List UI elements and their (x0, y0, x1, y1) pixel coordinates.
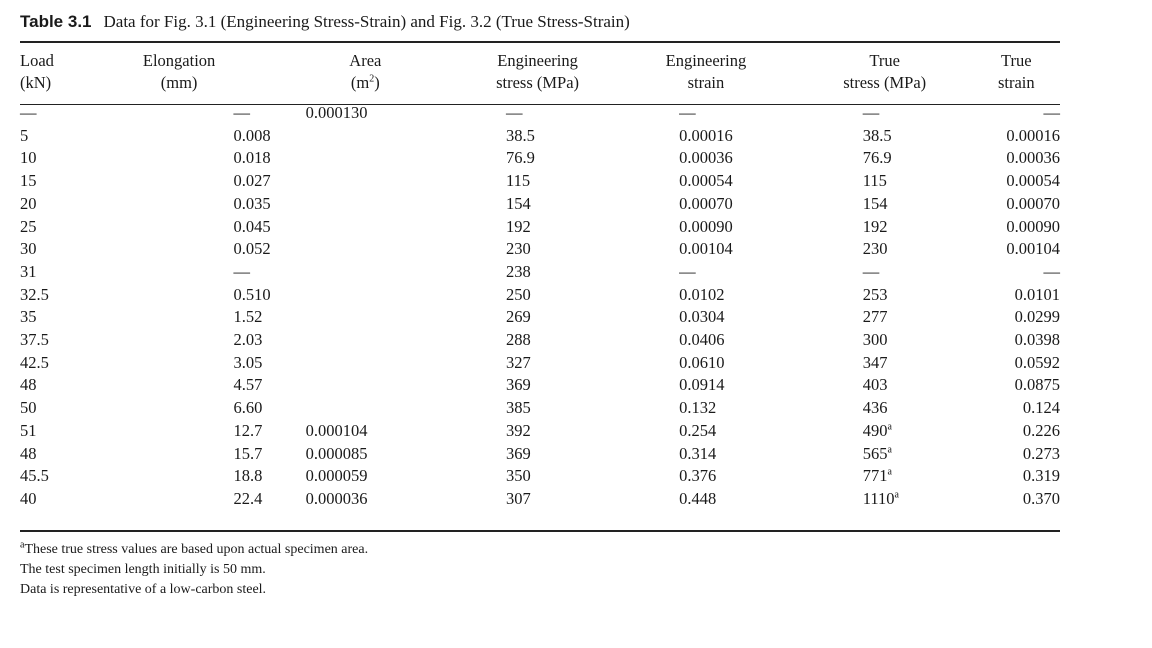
cell-load-value: 42.5 (20, 352, 49, 372)
cell-elongation-value: 3.05 (233, 352, 263, 372)
cell-area (271, 465, 460, 488)
cell-eng-strain-value: — (679, 103, 696, 122)
cell-load-value: 15 (20, 171, 37, 191)
cell-true-stress-value: 115 (862, 171, 887, 191)
cell-true-strain (973, 465, 1060, 488)
header-area-exponent: 2 (369, 73, 375, 85)
header-eng-strain-line2: strain (687, 73, 725, 92)
footnote-1-text: These true stress values are based upon actual specimen area. (24, 542, 369, 557)
cell-eng-strain (615, 397, 797, 420)
cell-elongation (88, 420, 271, 443)
cell-load (20, 102, 88, 125)
table-row (20, 193, 1060, 216)
cell-eng-strain (615, 284, 797, 307)
cell-eng-strain-value: 0.00104 (679, 239, 733, 259)
cell-load-value: 25 (20, 216, 37, 236)
header-eng-stress (460, 50, 615, 102)
cell-eng-stress-value: 192 (506, 216, 531, 236)
cell-elongation-value: 22.4 (233, 488, 263, 508)
cell-true-stress (797, 216, 973, 239)
footnotes (20, 540, 368, 600)
stress-strain-table (20, 50, 1060, 511)
cell-true-strain-value: 0.00090 (1006, 216, 1060, 236)
bottom-rule (20, 530, 1060, 532)
cell-area (271, 329, 460, 352)
table-row (20, 102, 1060, 125)
cell-eng-stress (460, 216, 615, 239)
cell-load (20, 465, 88, 488)
cell-true-strain-value: 0.226 (1022, 420, 1060, 440)
table-row (20, 488, 1060, 511)
cell-elongation (88, 443, 271, 466)
cell-eng-stress (460, 261, 615, 284)
cell-true-stress-value: 38.5 (862, 125, 892, 145)
footnote-marker: a (887, 466, 892, 478)
cell-load (20, 170, 88, 193)
cell-true-stress (797, 170, 973, 193)
cell-eng-strain (615, 238, 797, 261)
table-row (20, 125, 1060, 148)
cell-area (271, 216, 460, 239)
top-rule (20, 41, 1060, 43)
cell-eng-strain (615, 193, 797, 216)
cell-load (20, 147, 88, 170)
cell-eng-stress (460, 352, 615, 375)
cell-eng-stress-value: — (506, 103, 523, 122)
footnote-mark: a (20, 539, 25, 551)
header-area-unit: (m (350, 73, 370, 92)
cell-true-stress-value: 1110 (862, 488, 895, 508)
cell-eng-strain (615, 125, 797, 148)
cell-elongation (88, 488, 271, 511)
header-load-line2: (kN) (20, 73, 52, 92)
table-body (20, 102, 1060, 511)
cell-elongation-value: 0.018 (233, 148, 271, 168)
cell-eng-stress (460, 397, 615, 420)
cell-load (20, 238, 88, 261)
cell-load (20, 488, 88, 511)
footnote-marker: a (887, 421, 892, 433)
cell-eng-strain (615, 216, 797, 239)
cell-load (20, 261, 88, 284)
table-row (20, 397, 1060, 420)
cell-load-value: 20 (20, 193, 37, 213)
cell-eng-stress (460, 465, 615, 488)
cell-load-value: 48 (20, 443, 37, 463)
table-row (20, 170, 1060, 193)
cell-area-value: 0.000104 (305, 420, 368, 440)
cell-elongation (88, 329, 271, 352)
cell-elongation-value: 18.8 (233, 466, 263, 486)
cell-true-strain-value: 0.0299 (1014, 307, 1060, 327)
cell-eng-stress-value: 369 (506, 443, 531, 463)
cell-area (271, 443, 460, 466)
cell-elongation-value: 0.045 (233, 216, 271, 236)
cell-elongation (88, 374, 271, 397)
cell-true-stress (797, 352, 973, 375)
footnote-marker: a (894, 489, 899, 501)
cell-load (20, 374, 88, 397)
cell-eng-stress (460, 374, 615, 397)
cell-true-stress-value: 347 (862, 352, 888, 372)
cell-eng-stress (460, 238, 615, 261)
cell-eng-strain-value: 0.0304 (679, 307, 725, 327)
cell-elongation-value: 0.052 (233, 239, 271, 259)
cell-elongation (88, 147, 271, 170)
cell-elongation (88, 238, 271, 261)
table-row (20, 147, 1060, 170)
cell-true-strain (973, 306, 1060, 329)
cell-load-value: — (20, 103, 37, 122)
cell-load-value: 45.5 (20, 466, 49, 486)
header-elongation (88, 50, 271, 102)
cell-area (271, 193, 460, 216)
cell-load (20, 125, 88, 148)
cell-eng-stress-value: 269 (506, 307, 531, 327)
cell-load-value: 5 (20, 125, 29, 145)
header-eng-strain-line1: Engineering (665, 51, 747, 70)
cell-load-value: 10 (20, 148, 37, 168)
cell-true-strain (973, 216, 1060, 239)
cell-load (20, 443, 88, 466)
footnote-1 (20, 540, 368, 560)
cell-elongation (88, 465, 271, 488)
header-true-stress-line1: True (869, 51, 900, 70)
cell-load-value: 30 (20, 239, 37, 259)
header-load-line1: Load (20, 51, 54, 70)
cell-true-strain-value: 0.00070 (1006, 193, 1060, 213)
cell-true-stress-value: 230 (862, 239, 888, 259)
header-true-strain-line1: True (1001, 51, 1032, 70)
cell-true-strain-value: 0.00016 (1006, 125, 1060, 145)
cell-eng-strain-value: 0.0914 (679, 375, 725, 395)
cell-true-strain-value: 0.370 (1022, 488, 1060, 508)
cell-eng-strain-value: 0.00054 (679, 171, 733, 191)
table-title: Data for Fig. 3.1 (Engineering Stress-Strain) and Fig. 3.2 (True Stress-Strain) (103, 12, 630, 31)
cell-eng-stress (460, 170, 615, 193)
cell-true-strain (973, 147, 1060, 170)
cell-eng-stress (460, 420, 615, 443)
cell-eng-strain (615, 170, 797, 193)
cell-eng-strain (615, 420, 797, 443)
cell-eng-stress-value: 350 (506, 466, 531, 486)
cell-eng-strain-value: 0.448 (679, 488, 717, 508)
cell-true-stress-value: 436 (862, 398, 888, 418)
cell-load-value: 48 (20, 375, 37, 395)
cell-elongation (88, 261, 271, 284)
cell-elongation (88, 193, 271, 216)
table-row (20, 374, 1060, 397)
cell-eng-stress (460, 443, 615, 466)
cell-load (20, 306, 88, 329)
cell-elongation (88, 216, 271, 239)
header-eng-strain (615, 50, 797, 102)
cell-true-stress (797, 465, 973, 488)
cell-true-stress (797, 374, 973, 397)
cell-area (271, 488, 460, 511)
cell-eng-strain-value: 0.00016 (679, 125, 733, 145)
cell-eng-stress-value: 385 (506, 398, 531, 418)
cell-true-stress-value: 771 (862, 466, 888, 486)
cell-eng-strain-value: 0.00070 (679, 193, 733, 213)
table-row (20, 216, 1060, 239)
cell-true-strain-value: 0.00036 (1006, 148, 1060, 168)
cell-true-strain-value: 0.0875 (1014, 375, 1060, 395)
cell-area-value: 0.000059 (305, 466, 368, 486)
cell-load (20, 352, 88, 375)
cell-area-value: 0.000036 (305, 488, 368, 508)
cell-eng-stress-value: 115 (506, 171, 531, 191)
cell-load (20, 193, 88, 216)
cell-elongation-value: — (233, 103, 251, 122)
cell-load-value: 37.5 (20, 330, 49, 350)
cell-true-strain (973, 374, 1060, 397)
cell-area (271, 352, 460, 375)
cell-true-strain (973, 352, 1060, 375)
cell-load-value: 35 (20, 307, 37, 327)
cell-true-strain-value: — (1043, 261, 1060, 281)
table-label: Table 3.1 (20, 12, 92, 31)
cell-eng-strain-value: 0.254 (679, 420, 717, 440)
table-row (20, 443, 1060, 466)
cell-elongation (88, 170, 271, 193)
cell-area (271, 420, 460, 443)
cell-true-strain (973, 238, 1060, 261)
cell-true-stress (797, 397, 973, 420)
cell-true-stress-value: 277 (862, 307, 888, 327)
cell-true-strain (973, 284, 1060, 307)
cell-true-strain-value: — (1043, 103, 1060, 122)
table-row (20, 261, 1060, 284)
cell-elongation (88, 284, 271, 307)
cell-area (271, 374, 460, 397)
cell-eng-stress-value: 238 (506, 261, 531, 281)
cell-true-stress (797, 147, 973, 170)
cell-true-strain (973, 443, 1060, 466)
cell-true-stress-value: 403 (862, 375, 888, 395)
cell-eng-strain-value: 0.0102 (679, 284, 725, 304)
header-elongation-line1: Elongation (142, 51, 216, 70)
cell-elongation-value: 12.7 (233, 420, 263, 440)
cell-elongation-value: 0.027 (233, 171, 271, 191)
cell-eng-stress (460, 147, 615, 170)
cell-true-strain (973, 170, 1060, 193)
header-area-line1: Area (349, 51, 382, 70)
cell-eng-stress (460, 125, 615, 148)
cell-load-value: 40 (20, 488, 37, 508)
cell-true-stress-value: 76.9 (862, 148, 892, 168)
cell-eng-stress (460, 102, 615, 125)
cell-eng-strain (615, 488, 797, 511)
cell-true-strain-value: 0.0398 (1014, 330, 1060, 350)
cell-eng-strain-value: 0.0610 (679, 352, 725, 372)
cell-true-stress (797, 238, 973, 261)
cell-true-stress-value: 154 (862, 193, 888, 213)
header-true-stress (797, 50, 973, 102)
cell-load-value: 32.5 (20, 284, 49, 304)
cell-eng-strain-value: 0.314 (679, 443, 717, 463)
cell-area (271, 397, 460, 420)
cell-eng-stress-value: 154 (506, 193, 531, 213)
cell-true-strain-value: 0.124 (1022, 398, 1060, 418)
cell-elongation (88, 306, 271, 329)
cell-true-strain (973, 420, 1060, 443)
cell-area-value: 0.000085 (305, 443, 368, 463)
cell-area (271, 125, 460, 148)
table-row (20, 329, 1060, 352)
cell-eng-strain-value: 0.376 (679, 466, 717, 486)
cell-area (271, 261, 460, 284)
cell-true-strain-value: 0.273 (1022, 443, 1060, 463)
header-area (271, 50, 460, 102)
cell-eng-strain (615, 352, 797, 375)
cell-elongation-value: 1.52 (233, 307, 263, 327)
cell-true-stress (797, 443, 973, 466)
cell-eng-stress-value: 327 (506, 352, 531, 372)
cell-load-value: 51 (20, 420, 37, 440)
cell-eng-stress-value: 392 (506, 420, 531, 440)
cell-true-stress-value: — (862, 103, 880, 122)
cell-eng-stress (460, 284, 615, 307)
cell-elongation-value: 4.57 (233, 375, 263, 395)
cell-eng-strain-value: 0.00090 (679, 216, 733, 236)
cell-load (20, 420, 88, 443)
cell-load (20, 329, 88, 352)
cell-elongation (88, 352, 271, 375)
cell-eng-strain (615, 306, 797, 329)
cell-true-strain-value: 0.00104 (1006, 239, 1060, 259)
header-area-close: ) (374, 73, 380, 92)
footnote-3: Data is representative of a low-carbon steel. (20, 582, 267, 597)
cell-area-value: 0.000130 (305, 103, 368, 122)
cell-eng-strain (615, 443, 797, 466)
cell-true-stress (797, 261, 973, 284)
cell-elongation-value: — (233, 261, 251, 281)
cell-eng-stress-value: 230 (506, 239, 531, 259)
cell-true-stress (797, 193, 973, 216)
cell-eng-stress (460, 306, 615, 329)
cell-true-stress (797, 420, 973, 443)
cell-true-stress (797, 306, 973, 329)
cell-eng-stress (460, 193, 615, 216)
cell-area (271, 306, 460, 329)
cell-area (271, 238, 460, 261)
cell-true-stress (797, 488, 973, 511)
table-row (20, 238, 1060, 261)
cell-true-strain (973, 488, 1060, 511)
cell-eng-strain (615, 329, 797, 352)
header-true-stress-line2: stress (MPa) (843, 73, 927, 92)
header-eng-stress-line1: Engineering (497, 51, 578, 70)
cell-eng-stress-value: 307 (506, 488, 531, 508)
header-eng-stress-line2: stress (MPa) (496, 73, 580, 92)
header-true-strain-line2: strain (997, 73, 1035, 92)
cell-true-strain (973, 397, 1060, 420)
cell-true-strain (973, 125, 1060, 148)
cell-elongation-value: 2.03 (233, 330, 263, 350)
cell-elongation-value: 15.7 (233, 443, 263, 463)
cell-eng-stress-value: 38.5 (506, 125, 535, 145)
header-load (20, 50, 88, 102)
cell-eng-stress-value: 76.9 (506, 148, 535, 168)
cell-eng-strain (615, 261, 797, 284)
header-row (20, 50, 1060, 102)
cell-elongation-value: 0.510 (233, 284, 271, 304)
cell-eng-strain (615, 374, 797, 397)
cell-elongation (88, 102, 271, 125)
cell-eng-strain-value: 0.0406 (679, 330, 725, 350)
cell-true-stress-value: 192 (862, 216, 888, 236)
cell-eng-strain-value: 0.00036 (679, 148, 733, 168)
cell-true-stress-value: 565 (862, 443, 888, 463)
table-row (20, 420, 1060, 443)
table-row (20, 465, 1060, 488)
cell-true-stress-value: 300 (862, 330, 888, 350)
cell-true-strain (973, 329, 1060, 352)
table-caption (20, 12, 630, 32)
cell-elongation (88, 125, 271, 148)
cell-true-stress-value: 490 (862, 420, 888, 440)
cell-eng-strain (615, 465, 797, 488)
cell-true-strain (973, 193, 1060, 216)
table-row (20, 306, 1060, 329)
table-row (20, 284, 1060, 307)
cell-true-strain (973, 261, 1060, 284)
cell-true-stress (797, 329, 973, 352)
footnote-2: The test specimen length initially is 50 mm. (20, 562, 266, 577)
cell-true-strain-value: 0.00054 (1006, 171, 1060, 191)
cell-area (271, 284, 460, 307)
cell-true-strain-value: 0.0101 (1014, 284, 1060, 304)
cell-eng-stress (460, 329, 615, 352)
cell-eng-strain (615, 102, 797, 125)
cell-eng-stress-value: 369 (506, 375, 531, 395)
cell-elongation-value: 0.035 (233, 193, 271, 213)
cell-eng-strain-value: 0.132 (679, 398, 717, 418)
header-area-line2 (271, 72, 460, 94)
cell-true-stress (797, 284, 973, 307)
cell-elongation-value: 6.60 (233, 398, 263, 418)
cell-true-stress (797, 125, 973, 148)
cell-load (20, 216, 88, 239)
cell-true-stress-value: 253 (862, 284, 888, 304)
cell-eng-stress-value: 250 (506, 284, 531, 304)
header-elongation-line2: (mm) (160, 73, 198, 92)
cell-true-stress-value: — (862, 261, 880, 281)
cell-load-value: 50 (20, 398, 37, 418)
cell-eng-strain (615, 147, 797, 170)
cell-area (271, 170, 460, 193)
cell-eng-stress (460, 488, 615, 511)
cell-elongation (88, 397, 271, 420)
cell-true-strain-value: 0.0592 (1014, 352, 1060, 372)
cell-elongation-value: 0.008 (233, 125, 271, 145)
cell-area (271, 102, 460, 125)
header-true-strain (973, 50, 1060, 102)
cell-load (20, 284, 88, 307)
cell-area (271, 147, 460, 170)
table-row (20, 352, 1060, 375)
cell-eng-stress-value: 288 (506, 330, 531, 350)
cell-eng-strain-value: — (679, 261, 696, 281)
cell-true-strain (973, 102, 1060, 125)
cell-true-stress (797, 102, 973, 125)
cell-load (20, 397, 88, 420)
cell-load-value: 31 (20, 261, 37, 281)
cell-true-strain-value: 0.319 (1022, 466, 1060, 486)
footnote-marker: a (887, 444, 892, 456)
